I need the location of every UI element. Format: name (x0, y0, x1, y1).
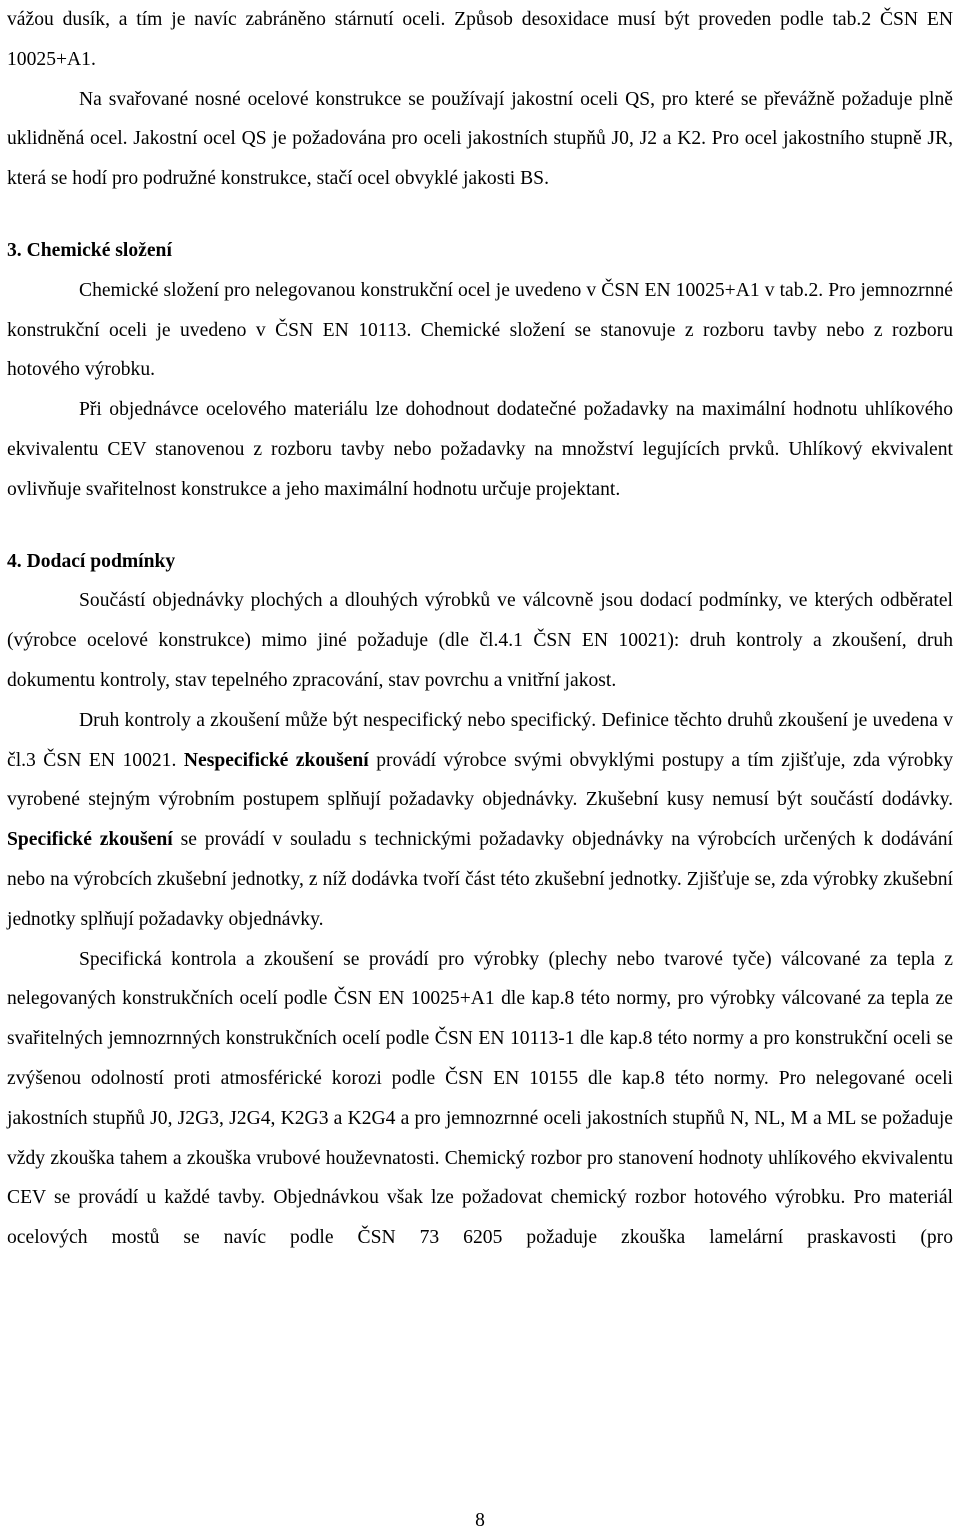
paragraph-carbon-equivalent: Při objednávce ocelového materiálu lze dohodnout dodatečné požadavky na maximální hodnotu uhlíkového ekvivalentu CEV stanovenou z rozboru tavby nebo požadavky na množství legujících prvků. Uhlíkový ekvivalent ovlivňuje svařitelnost konstrukce a jeho maximální hodnotu určuje projektant. (7, 399, 953, 500)
paragraph-chemical-composition: Chemické složení pro nelegovanou konstrukční ocel je uvedeno v ČSN EN 10025+A1 v tab.2. Pro jemnozrnné konstrukční oceli je uvedeno v ČSN EN 10113. Chemické složení se stanovuje z rozboru tavby nebo z rozboru hotového výrobku. (7, 279, 953, 381)
section-gap (7, 199, 953, 231)
term-nonspecific-testing: Nespecifické zkoušení (183, 749, 369, 771)
text-run: se provádí v souladu s technickými požadavky objednávky na výrobcích určených k dodávání nebo na výrobcích zkušební jednotky, z níž dodávka tvoří část této zkušební jednotky. Zjišťuje se, zda výrobky zkušební jednotky splňují požadavky objednávky. (7, 829, 953, 930)
page-number: 8 (475, 1510, 485, 1531)
term-specific-testing: Specifické zkoušení (7, 829, 173, 851)
text-run: Druh kontroly a zkoušení může být nespecifický nebo specifický. Definice těchto druhů zkoušení je uvedena v čl.3 ČSN EN 10021. (7, 709, 953, 771)
paragraph-welded-structures: Na svařované nosné ocelové konstrukce se používají jakostní oceli QS, pro které se převážně požaduje plně uklidněná ocel. Jakostní ocel QS je požadována pro oceli jakostních stupňů J0, J2 a K2. Pro ocel jakostního stupně JR, která se hodí pro podružné konstrukce, stačí ocel obvyklé jakosti BS. (7, 88, 953, 190)
section-heading-delivery-conditions: 4. Dodací podmínky (7, 550, 176, 572)
section-heading-chemical-composition: 3. Chemické složení (7, 239, 172, 261)
paragraph-specific-inspection: Specifická kontrola a zkoušení se provádí pro výrobky (plechy nebo tvarové tyče) válcované za tepla z nelegovaných konstrukčních ocelí podle ČSN EN 10025+A1 dle kap.8 této normy, pro výrobky válcované za tepla ze svařitelných jemnozrnných konstrukčních ocelí podle ČSN EN 10113-1 dle kap.8 této normy a pro konstrukční oceli se zvýšenou odolností proti atmosférické korozi podle ČSN EN 10155 dle kap.8 této normy. Pro nelegované oceli jakostních stupňů J0, J2G3, J2G4, K2G3 a K2G4 a pro jemnozrnné oceli jakostních stupňů N, NL, M a ML se požaduje vždy zkouška tahem a zkouška vrubové houževnatosti. Chemický rozbor pro stanovení hodnoty uhlíkového ekvivalentu CEV se provádí u každé tavby. Objednávkou však lze požadovat chemický rozbor hotového výrobku. Pro materiál ocelových mostů se navíc podle ČSN 73 6205 požaduje zkouška lamelární praskavosti (pro (7, 948, 953, 1249)
paragraph-inspection-types (7, 701, 953, 940)
section-gap (7, 510, 953, 542)
paragraph-desoxidation: vážou dusík, a tím je navíc zabráněno stárnutí oceli. Způsob desoxidace musí být proveden podle tab.2 ČSN EN 10025+A1. (7, 9, 953, 70)
text-run: provádí výrobce svými obvyklými postupy a tím zjišťuje, zda výrobky vyrobené stejným výrobním postupem splňují požadavky objednávky. Zkušební kusy nemusí být součástí dodávky. (7, 749, 953, 811)
paragraph-delivery-conditions: Součástí objednávky plochých a dlouhých výrobků ve válcovně jsou dodací podmínky, ve kterých odběratel (výrobce ocelové konstrukce) mimo jiné požaduje (dle čl.4.1 ČSN EN 10021): druh kontroly a zkoušení, druh dokumentu kontroly, stav tepelného zpracování, stav povrchu a vnitřní jakost. (7, 590, 953, 691)
